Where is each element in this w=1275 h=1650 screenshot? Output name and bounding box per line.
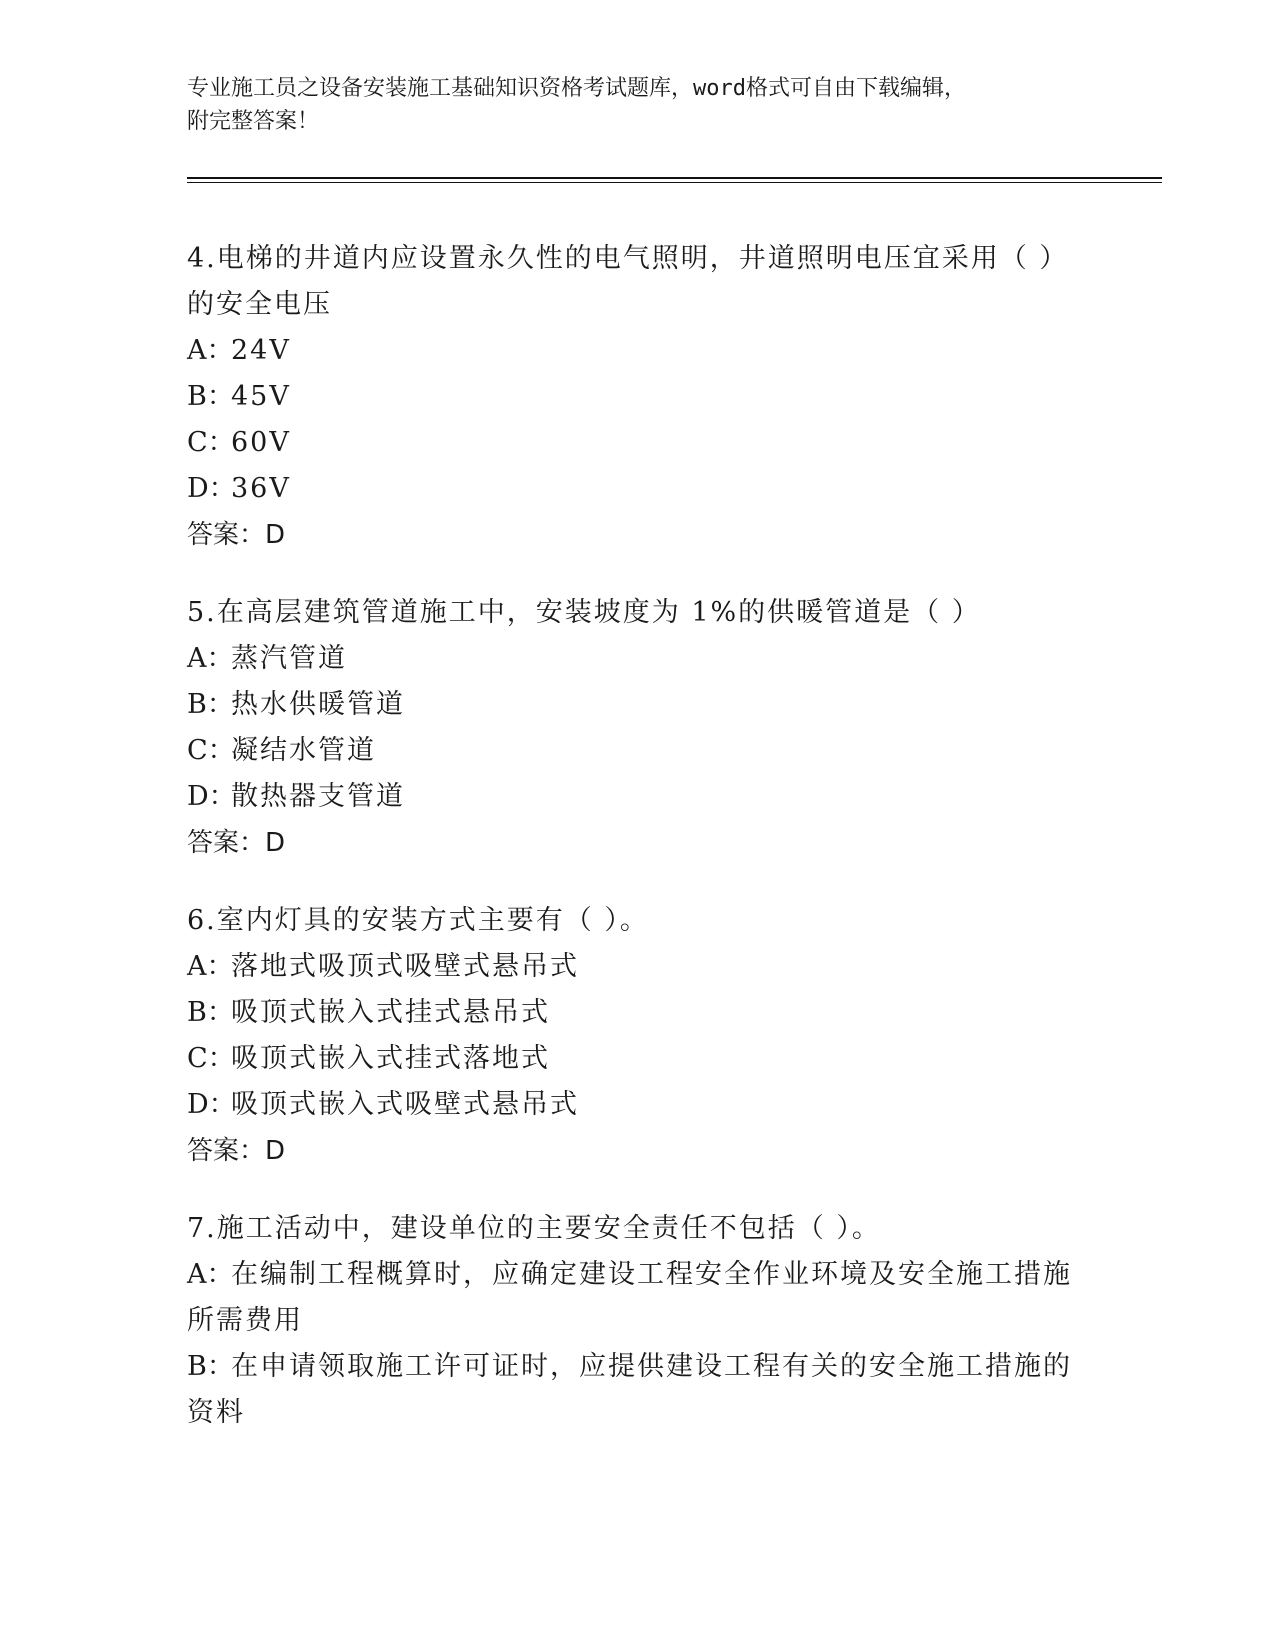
option-text: 热水供暖管道 bbox=[231, 689, 405, 720]
option-key: A： bbox=[187, 951, 234, 982]
option-text: 在编制工程概算时，应确定建设工程安全作业环境及安全施工措施 bbox=[231, 1259, 1072, 1290]
option-text: 吸顶式嵌入式挂式落地式 bbox=[231, 1043, 550, 1074]
question-6 bbox=[187, 898, 1087, 1174]
option-d bbox=[187, 1082, 1087, 1128]
answer-line: 答案：D bbox=[187, 520, 286, 550]
option-b bbox=[187, 682, 1087, 728]
option-text: 45V bbox=[231, 381, 291, 412]
question-5 bbox=[187, 590, 1087, 866]
header-divider-thick bbox=[187, 177, 1162, 179]
question-list bbox=[187, 236, 1087, 1468]
option-b bbox=[187, 990, 1087, 1036]
question-stem: 5.在高层建筑管道施工中，安装坡度为 1%的供暖管道是（ ） bbox=[187, 597, 981, 628]
option-text: 凝结水管道 bbox=[231, 735, 376, 766]
option-key: A： bbox=[187, 643, 234, 674]
answer-line: 答案：D bbox=[187, 1136, 286, 1166]
header-line-1: 专业施工员之设备安装施工基础知识资格考试题库，word格式可自由下载编辑， bbox=[187, 76, 966, 101]
option-text: 吸顶式嵌入式挂式悬吊式 bbox=[231, 997, 550, 1028]
option-text: 36V bbox=[231, 473, 291, 504]
option-text: 60V bbox=[231, 427, 291, 458]
option-text: 落地式吸顶式吸壁式悬吊式 bbox=[231, 951, 579, 982]
option-a bbox=[187, 944, 1087, 990]
option-b bbox=[187, 1344, 1087, 1390]
option-key: D： bbox=[187, 473, 236, 504]
option-key: C： bbox=[187, 427, 235, 458]
option-b-continued: 资料 bbox=[187, 1397, 245, 1428]
option-b bbox=[187, 374, 1087, 420]
option-text: 24V bbox=[231, 335, 291, 366]
header-divider-thin bbox=[187, 182, 1162, 183]
option-text: 吸顶式嵌入式吸壁式悬吊式 bbox=[231, 1089, 579, 1120]
question-stem: 4.电梯的井道内应设置永久性的电气照明，井道照明电压宜采用（ ） bbox=[187, 243, 1069, 274]
option-a bbox=[187, 636, 1087, 682]
option-key: C： bbox=[187, 735, 235, 766]
option-key: B： bbox=[187, 1351, 234, 1382]
option-key: A： bbox=[187, 1259, 234, 1290]
question-stem: 7.施工活动中，建设单位的主要安全责任不包括（ ）。 bbox=[187, 1213, 881, 1244]
option-key: A： bbox=[187, 335, 234, 366]
option-c bbox=[187, 1036, 1087, 1082]
option-d bbox=[187, 774, 1087, 820]
option-d bbox=[187, 466, 1087, 512]
option-a-continued: 所需费用 bbox=[187, 1305, 303, 1336]
option-key: D： bbox=[187, 1089, 236, 1120]
option-text: 在申请领取施工许可证时，应提供建设工程有关的安全施工措施的 bbox=[231, 1351, 1072, 1382]
option-key: B： bbox=[187, 997, 234, 1028]
option-key: C： bbox=[187, 1043, 235, 1074]
option-key: D： bbox=[187, 781, 236, 812]
option-c bbox=[187, 420, 1087, 466]
answer-line: 答案：D bbox=[187, 828, 286, 858]
option-key: B： bbox=[187, 381, 234, 412]
option-text: 散热器支管道 bbox=[231, 781, 405, 812]
question-stem: 6.室内灯具的安装方式主要有（ ）。 bbox=[187, 905, 649, 936]
option-c bbox=[187, 728, 1087, 774]
option-text: 蒸汽管道 bbox=[231, 643, 347, 674]
document-header bbox=[187, 72, 1087, 138]
question-4 bbox=[187, 236, 1087, 558]
question-7 bbox=[187, 1206, 1087, 1436]
question-stem-continued: 的安全电压 bbox=[187, 289, 332, 320]
header-line-2: 附完整答案！ bbox=[187, 109, 320, 134]
option-a bbox=[187, 328, 1087, 374]
option-a bbox=[187, 1252, 1087, 1298]
option-key: B： bbox=[187, 689, 234, 720]
